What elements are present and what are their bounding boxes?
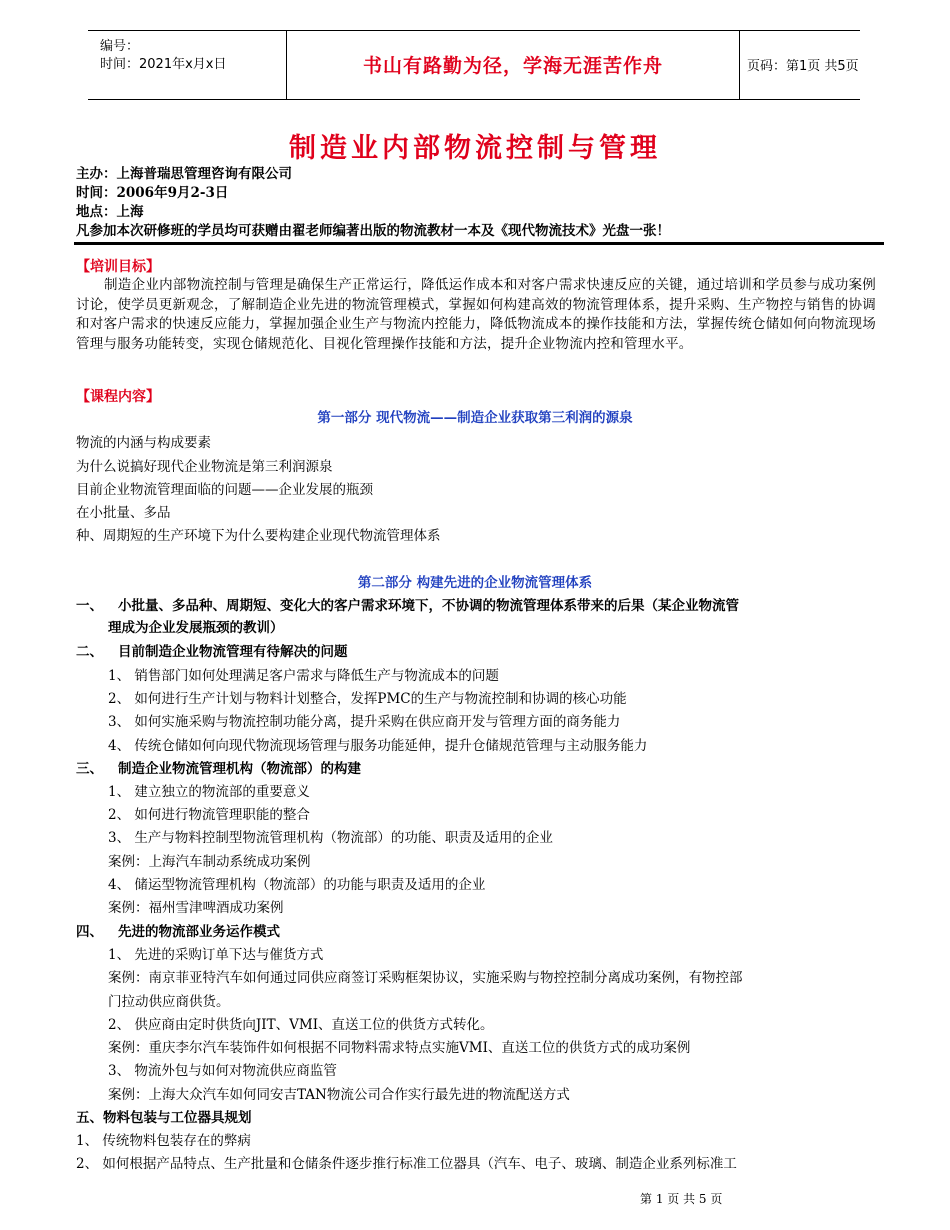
section-number: 一、 <box>76 598 103 614</box>
document-header <box>88 30 860 100</box>
list-item: 案例：重庆李尔汽车装饰件如何根据不同物料需求特点实施VMI、直送工位的供货方式的成功案例 <box>108 1040 691 1056</box>
section-5-title: 五、物料包装与工位器具规划 <box>76 1110 252 1126</box>
notice-line: 凡参加本次研修班的学员均可获赠由翟老师编著出版的物流教材一本及《现代物流技术》光盘一张！ <box>76 223 670 239</box>
list-item: 目前企业物流管理面临的问题——企业发展的瓶颈 <box>76 482 373 498</box>
list-item: 2、 供应商由定时供货向JIT、VMI、直送工位的供货方式转化。 <box>108 1017 494 1033</box>
list-item: 4、 传统仓储如何向现代物流现场管理与服务功能延伸，提升仓储规范管理与主动服务能力 <box>108 738 648 754</box>
list-item: 2、 如何根据产品特点、生产批量和仓储条件逐步推行标准工位器具（汽车、电子、玻璃、制造企业系列标准工 <box>76 1156 737 1172</box>
number-label: 编号： <box>100 39 140 54</box>
list-item: 3、 生产与物料控制型物流管理机构（物流部）的功能、职责及适用的企业 <box>108 830 553 846</box>
course-heading: 【课程内容】 <box>76 389 160 405</box>
list-item: 3、 如何实施采购与物流控制功能分离，提升采购在供应商开发与管理方面的商务能力 <box>108 714 621 730</box>
list-item: 3、 物流外包与如何对物流供应商监管 <box>108 1063 337 1079</box>
training-goal-text: 制造企业内部物流控制与管理是确保生产正常运行，降低运作成本和对客户需求快速反应的关键，通过培训和学员参与成功案例讨论，使学员更新观念，了解制造企业先进的物流管理模式，掌握如何构建高效的物流管理体系，提升采购、生产物控与销售的协调和对客户需求的快速反应能力，掌握加强企业生产与物流内控能力，降低物流成本的操作技能和方法，掌握传统仓储如何向物流现场管理与服务功能转变，实现仓储规范化、目视化管理操作技能和方法，提升企业物流内控和管理水平。 <box>76 277 876 352</box>
list-item: 2、 如何进行生产计划与物料计划整合，发挥PMC的生产与物流控制和协调的核心功能 <box>108 691 627 707</box>
list-item: 物流的内涵与构成要素 <box>76 435 211 451</box>
motto: 书山有路勤为径，学海无涯苦作舟 <box>362 55 663 77</box>
list-item: 案例：福州雪津啤酒成功案例 <box>108 900 284 916</box>
date-line: 时间：2006年9月2-3日 <box>76 185 229 201</box>
part1-title: 第一部分 现代物流——制造企业获取第三利润的源泉 <box>317 410 633 426</box>
divider-rule <box>74 242 884 245</box>
section-4-title: 先进的物流部业务运作模式 <box>118 924 280 940</box>
header-left-cell <box>88 31 286 99</box>
host-line: 主办：上海普瑞思管理咨询有限公司 <box>76 166 292 182</box>
document-title: 制造业内部物流控制与管理 <box>289 133 661 164</box>
list-item: 在小批量、多品 <box>76 505 171 521</box>
list-item: 种、周期短的生产环境下为什么要构建企业现代物流管理体系 <box>76 528 441 544</box>
section-number: 二、 <box>76 644 103 660</box>
page-footer: 第 1 页 共 5 页 <box>640 1192 723 1206</box>
section-3-title: 制造企业物流管理机构（物流部）的构建 <box>118 761 361 777</box>
list-item: 为什么说搞好现代企业物流是第三利润源泉 <box>76 459 333 475</box>
list-item: 1、 建立独立的物流部的重要意义 <box>108 784 310 800</box>
section-2-title: 目前制造企业物流管理有待解决的问题 <box>118 644 348 660</box>
section-1-title: 小批量、多品种、周期短、变化大的客户需求环境下，不协调的物流管理体系带来的后果（某企业物流管 <box>118 598 739 614</box>
part2-title: 第二部分 构建先进的企业物流管理体系 <box>357 575 593 591</box>
list-item: 1、 销售部门如何处理满足客户需求与降低生产与物流成本的问题 <box>108 668 499 684</box>
training-goal-heading: 【培训目标】 <box>76 259 160 275</box>
list-item: 案例：上海大众汽车如何同安吉TAN物流公司合作实行最先进的物流配送方式 <box>108 1087 570 1103</box>
section-number: 三、 <box>76 761 103 777</box>
section-1-title-cont: 理成为企业发展瓶颈的教训） <box>108 620 284 636</box>
list-item: 4、 储运型物流管理机构（物流部）的功能与职责及适用的企业 <box>108 877 486 893</box>
list-item: 2、 如何进行物流管理职能的整合 <box>108 807 310 823</box>
page-code: 页码：第1页 共5页 <box>747 59 859 74</box>
list-item: 案例：南京菲亚特汽车如何通过同供应商签订采购框架协议，实施采购与物控控制分离成功案例，有物控部 <box>108 970 743 986</box>
list-item: 1、 先进的采购订单下达与催货方式 <box>108 947 324 963</box>
section-number: 四、 <box>76 924 103 940</box>
list-item: 1、 传统物料包装存在的弊病 <box>76 1133 251 1149</box>
list-item: 门拉动供应商供货。 <box>108 994 230 1010</box>
header-right-cell <box>739 31 860 99</box>
list-item: 案例：上海汽车制动系统成功案例 <box>108 854 311 870</box>
place-line: 地点：上海 <box>76 204 144 220</box>
time-label: 时间：2021年x月x日 <box>100 57 227 72</box>
header-motto-cell <box>286 31 740 99</box>
